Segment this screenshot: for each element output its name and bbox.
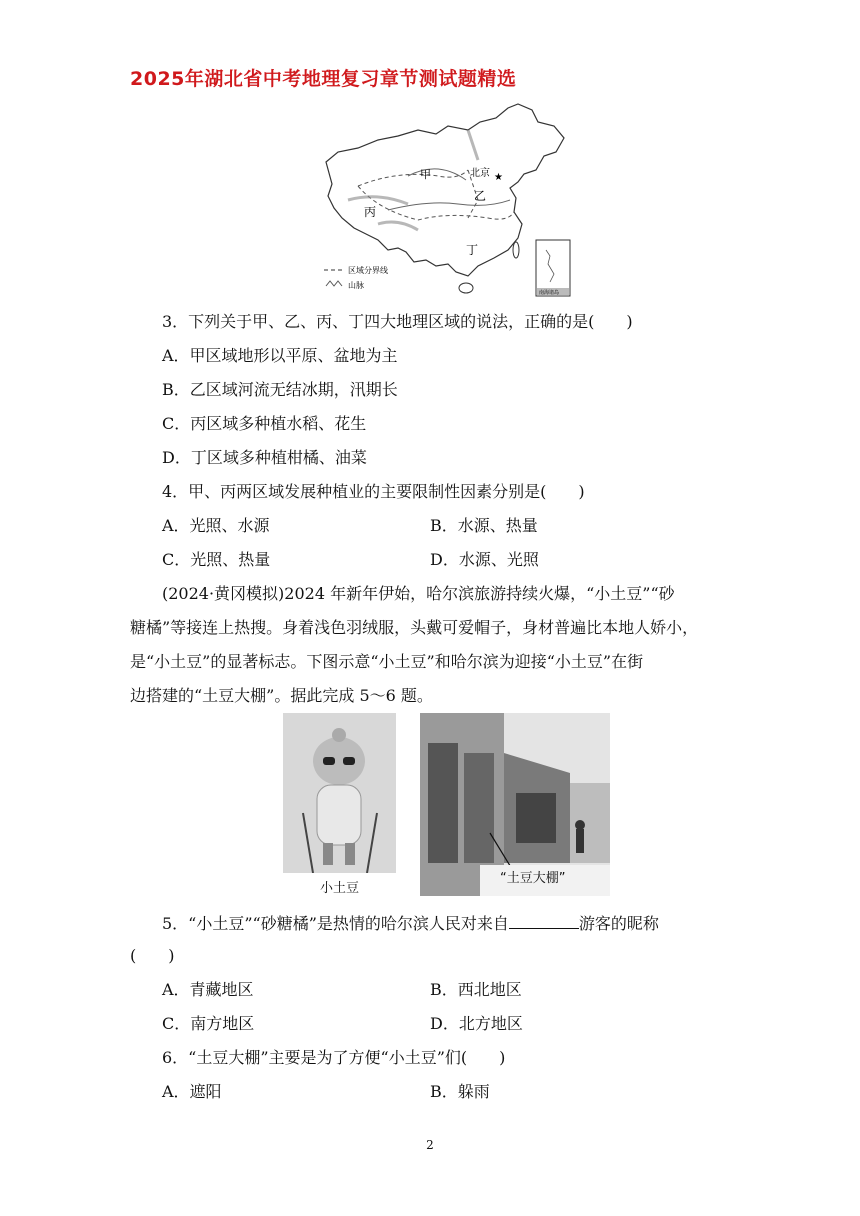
map-label-bing: 丙 — [364, 205, 377, 219]
q3-stem: 3．下列关于甲、乙、丙、丁四大地理区域的说法，正确的是( ) — [162, 312, 633, 331]
legend-boundary: 区域分界线 — [348, 266, 388, 275]
photo-potato-shelter — [420, 713, 610, 896]
q3-option-a: A．甲区域地形以平原、盆地为主 — [162, 346, 398, 365]
beijing-star-icon: ★ — [494, 172, 503, 183]
photo-right-caption: “土豆大棚” — [500, 871, 566, 886]
q6-option-b: B．躲雨 — [430, 1082, 490, 1101]
q4-stem: 4．甲、丙两区域发展种植业的主要限制性因素分别是( ) — [162, 482, 585, 501]
south-china-sea-inset — [536, 240, 570, 296]
legend-mountain: 山脉 — [348, 281, 364, 290]
page-number: 2 — [426, 1138, 434, 1152]
q5-blank — [509, 912, 579, 929]
passage-line-4: 边搭建的“土豆大棚”。据此完成 5～6 题。 — [130, 686, 433, 705]
q5-option-b: B．西北地区 — [430, 980, 522, 999]
q3-option-c: C．丙区域多种植水稻、花生 — [162, 414, 367, 433]
q4-option-b: B．水源、热量 — [430, 516, 538, 535]
document-title: 2025年湖北省中考地理复习章节测试题精选 — [130, 68, 517, 90]
q3-option-b: B．乙区域河流无结冰期，汛期长 — [162, 380, 398, 399]
china-outline — [326, 104, 564, 276]
q5-option-d: D．北方地区 — [430, 1014, 523, 1033]
q4-option-a: A．光照、水源 — [162, 516, 270, 535]
q4-option-d: D．水源、光照 — [430, 550, 539, 569]
map-label-jia: 甲 — [420, 168, 431, 181]
passage-line-3: 是“小土豆”的显著标志。下图示意“小土豆”和哈尔滨为迎接“小土豆”在街 — [130, 652, 644, 671]
passage-line-1: (2024·黄冈模拟)2024 年新年伊始，哈尔滨旅游持续火爆，“小土豆”“砂 — [162, 584, 675, 603]
inset-label: 南海诸岛 — [539, 290, 560, 296]
q5-stem-before: 5．“小土豆”“砂糖橘”是热情的哈尔滨人民对来自 — [162, 914, 509, 933]
china-region-map — [318, 100, 576, 300]
mountain-icon — [326, 281, 342, 286]
q5-stem-after: 游客的昵称 — [578, 914, 659, 933]
map-label-ding: 丁 — [466, 243, 479, 257]
q6-option-a: A．遮阳 — [162, 1082, 222, 1101]
q5-stem — [162, 912, 659, 934]
q4-option-c: C．光照、热量 — [162, 550, 271, 569]
map-label-beijing: 北京 — [470, 168, 490, 179]
q5-paren: ( ) — [130, 946, 175, 965]
map-label-yi: 乙 — [474, 189, 487, 203]
photo-left-caption: 小土豆 — [319, 881, 359, 896]
photo-little-potato — [283, 713, 396, 896]
q6-stem: 6．“土豆大棚”主要是为了方便“小土豆”们( ) — [162, 1048, 506, 1067]
q5-option-c: C．南方地区 — [162, 1014, 255, 1033]
q5-option-a: A．青藏地区 — [162, 980, 254, 999]
q3-option-d: D．丁区域多种植柑橘、油菜 — [162, 448, 367, 467]
passage-line-2: 糖橘”等接连上热搜。身着浅色羽绒服，头戴可爱帽子，身材普遍比本地人娇小， — [130, 618, 699, 637]
